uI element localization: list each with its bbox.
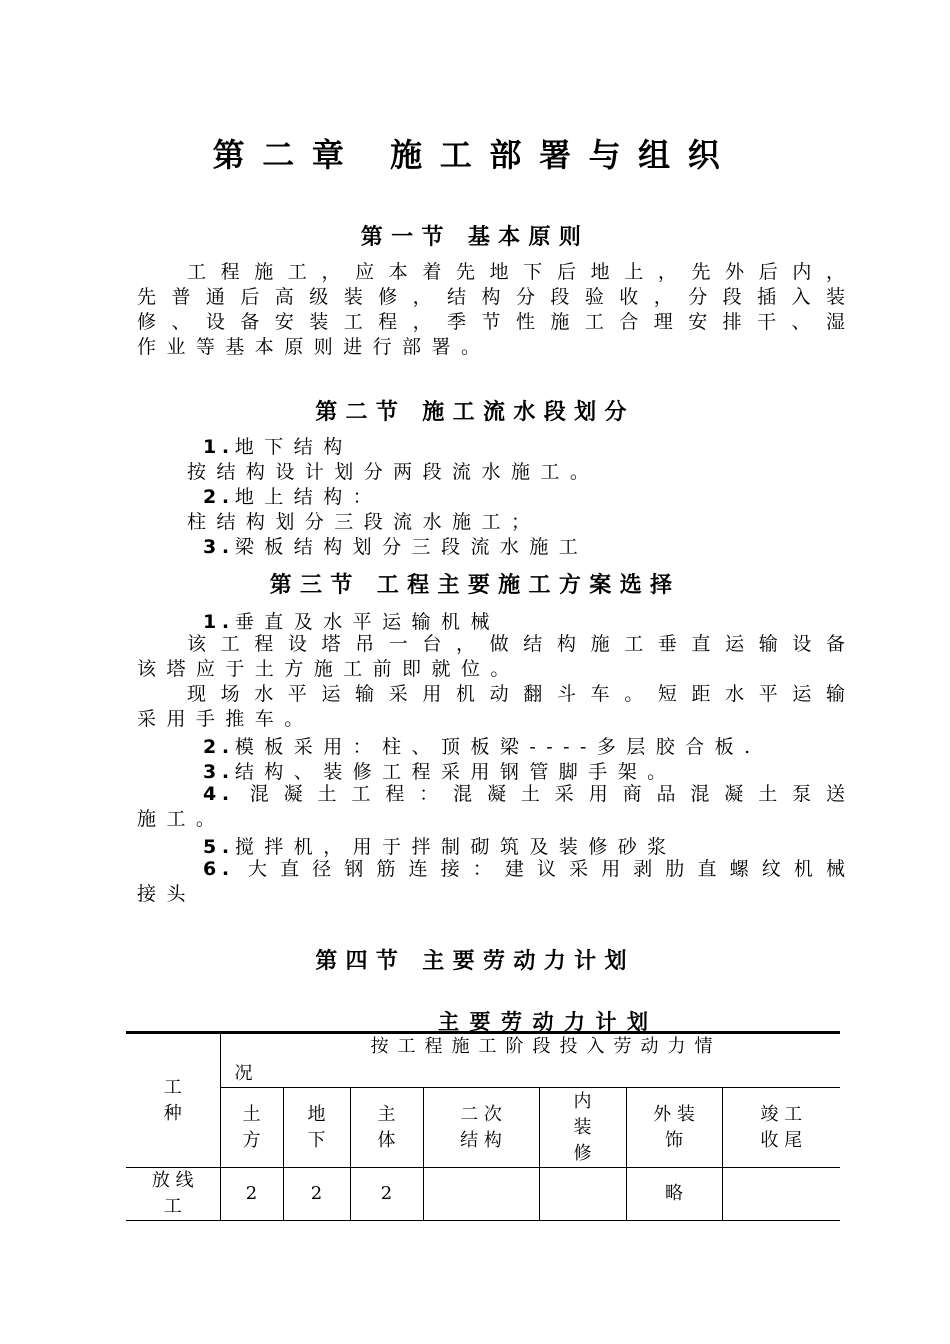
section-1-line-1: 工程施工，应本着先地下后地上，先外后内， (187, 261, 845, 283)
section-3-item-4-cont: 施工。 (137, 808, 226, 830)
header-stage-completion: 竣 工 收 尾 (722, 1088, 840, 1168)
header-stage-underground: 地 下 (283, 1088, 350, 1168)
section-3-para-2 (137, 682, 845, 732)
section-3-item-5: 5.搅拌机，用于拌制砌筑及装修砂浆 (203, 836, 677, 858)
chapter-title: 第二章 施工部署与组织 (212, 136, 738, 174)
section-1-title: 第一节 基本原则 (360, 224, 590, 250)
header-stage-earthwork: 土 方 (220, 1088, 283, 1168)
section-3-para-1 (137, 632, 845, 682)
section-3-para-2-line-2: 采用手推车。 (137, 708, 314, 730)
section-3-item-6: 6.大直径钢筋连接：建议采用剥肋直螺纹机械 (203, 858, 845, 880)
header-stage-main: 主 体 (350, 1088, 423, 1168)
section-1-line-3: 修、设备安装工程，季节性施工合理安排干、湿 (137, 311, 845, 333)
section-1-body (137, 260, 845, 360)
section-3-para-2-line-1: 现场水平运输采用机动翻斗车。短距水平运输 (187, 683, 845, 705)
row-worktype: 放 线 工 (126, 1168, 220, 1221)
table-row (126, 1168, 840, 1221)
section-2-item-1: 1.地下结构 (203, 436, 353, 458)
cell-exterior: 略 (626, 1168, 722, 1221)
header-stage-exterior: 外 装 饰 (626, 1088, 722, 1168)
cell-earthwork: 2 (220, 1168, 283, 1221)
section-3-title: 第三节 工程主要施工方案选择 (269, 572, 681, 598)
section-2-item-1-desc: 按结构设计划分两段流水施工。 (187, 461, 600, 483)
section-3-item-4-block (137, 782, 845, 832)
cell-underground: 2 (283, 1168, 350, 1221)
cell-interior (539, 1168, 626, 1221)
section-3-item-1: 1.垂直及水平运输机械 (203, 611, 500, 633)
section-3-para-1-line-2: 该塔应于土方施工前即就位。 (137, 658, 520, 680)
section-2-title: 第二节 施工流水段划分 (315, 399, 635, 425)
header-worktype: 工 种 (126, 1033, 220, 1168)
section-4-title: 第四节 主要劳动力计划 (315, 948, 635, 974)
section-1-line-2: 先普通后高级装修，结构分段验收，分段插入装 (137, 286, 845, 308)
section-3-item-2: 2.模板采用：柱、顶板梁----多层胶合板. (203, 736, 761, 758)
section-2-item-2-desc: 柱结构划分三段流水施工； (187, 511, 541, 533)
cell-secondary (423, 1168, 539, 1221)
section-3-item-3: 3.结构、装修工程采用钢管脚手架。 (203, 761, 677, 783)
cell-main: 2 (350, 1168, 423, 1221)
section-3-item-4: 4.混凝土工程：混凝土采用商品混凝土泵送 (203, 783, 845, 805)
section-2-item-3: 3.梁板结构划分三段流水施工 (203, 536, 589, 558)
section-2-item-2: 2.地上结构： (203, 486, 383, 508)
section-1-line-4: 作业等基本原则进行部署。 (137, 336, 491, 358)
header-stage-group: 按工程施工阶段投入劳动力情 况 (220, 1033, 840, 1088)
header-stage-secondary: 二 次 结 构 (423, 1088, 539, 1168)
labor-plan-table (126, 1031, 840, 1221)
section-3-item-6-block (137, 857, 845, 907)
section-3-para-1-line-1: 该工程设塔吊一台，做结构施工垂直运输设备 (187, 633, 845, 655)
cell-completion (722, 1168, 840, 1221)
section-3-item-6-cont: 接头 (137, 883, 196, 905)
header-stage-interior: 内 装 修 (539, 1088, 626, 1168)
table-title: 主要劳动力计划 (438, 1009, 659, 1034)
